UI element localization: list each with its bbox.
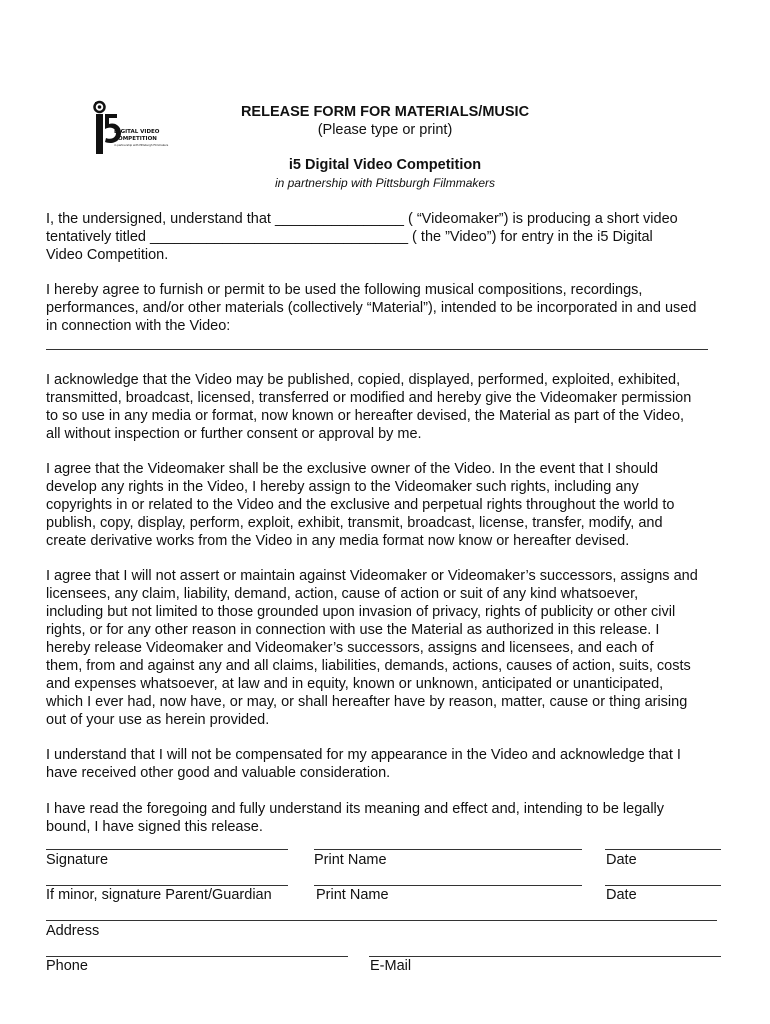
- partnership-line: in partnership with Pittsburgh Filmmakers: [274, 176, 496, 190]
- logo-line-1: DIGITAL VIDEO: [114, 129, 160, 135]
- paragraph-acknowledge: [46, 371, 736, 443]
- paragraph-line: tentatively titled ________________________________ ( the ”Video”) for entry in the i5 Digital: [46, 229, 653, 245]
- paragraph-line: I acknowledge that the Video may be published, copied, displayed, performed, exploited, exhibited,: [46, 372, 681, 388]
- paragraph-agreement: [46, 800, 736, 836]
- paragraph-ownership: [46, 460, 736, 550]
- paragraph-line: them, from and against any and all claims, liabilities, demands, actions, causes of action, suits, costs: [46, 658, 691, 674]
- guardian-signature-label: If minor, signature Parent/Guardian: [46, 887, 272, 903]
- paragraph-line: bound, I have signed this release.: [46, 819, 263, 835]
- print-name-label: Print Name: [314, 852, 387, 868]
- materials-entry-line[interactable]: [46, 349, 708, 350]
- paragraph-line: I, the undersigned, understand that ________________ ( “Videomaker”) is producing a short video: [46, 211, 678, 227]
- guardian-date-line[interactable]: [605, 885, 721, 886]
- paragraph-line: out of your use as herein provided.: [46, 712, 270, 728]
- paragraph-line: to so use in any media or format, now known or hereafter devised, the Material as part of the Video,: [46, 408, 685, 424]
- date-label: Date: [606, 852, 637, 868]
- guardian-print-name-label: Print Name: [316, 887, 389, 903]
- paragraph-line: I understand that I will not be compensated for my appearance in the Video and acknowledge that I: [46, 747, 681, 763]
- paragraph-line: which I ever had, now have, or may, or shall hereafter have by reason, matter, cause or thing arising: [46, 694, 688, 710]
- phone-label: Phone: [46, 958, 88, 974]
- paragraph-line: publish, copy, display, perform, exploit, exhibit, transmit, broadcast, license, transfer, modify, and: [46, 515, 663, 531]
- paragraph-line: in connection with the Video:: [46, 318, 231, 334]
- paragraph-line: performances, and/or other materials (collectively “Material”), intended to be incorporated in and used: [46, 300, 697, 316]
- email-line[interactable]: [369, 956, 721, 957]
- paragraph-line: hereby release Videomaker and Videomaker’s successors, assigns and licensees, and each of: [46, 640, 654, 656]
- form-instruction: (Please type or print): [317, 122, 453, 138]
- email-label: E-Mail: [370, 958, 412, 974]
- paragraph-line: I have read the foregoing and fully understand its meaning and effect and, intending to be legally: [46, 801, 665, 817]
- signature-line[interactable]: [46, 849, 288, 850]
- logo-line-2: COMPETITION: [114, 136, 157, 142]
- paragraph-line: rights, or for any other reason in connection with use the Material as authorized in this release. I: [46, 622, 660, 638]
- paragraph-release: [46, 567, 736, 729]
- paragraph-line: including but not limited to those grounded upon invasion of privacy, rights of publicity or other civil: [46, 604, 676, 620]
- paragraph-intro: [46, 210, 736, 264]
- paragraph-line: all without inspection or further consent or approval by me.: [46, 426, 422, 442]
- paragraph-line: and expenses whatsoever, at law and in equity, known or unknown, anticipated or unanticipated,: [46, 676, 664, 692]
- date-line[interactable]: [605, 849, 721, 850]
- paragraph-line: copyrights in or related to the Video and the exclusive and perpetual rights throughout the world to: [46, 497, 675, 513]
- competition-name: i5 Digital Video Competition: [288, 157, 482, 173]
- address-line[interactable]: [46, 920, 717, 921]
- paragraph-line: licensees, any claim, liability, demand, action, cause of action or suit of any kind whatsoever,: [46, 586, 639, 602]
- phone-line[interactable]: [46, 956, 348, 957]
- form-title: RELEASE FORM FOR MATERIALS/MUSIC: [240, 104, 530, 120]
- paragraph-line: have received other good and valuable consideration.: [46, 765, 391, 781]
- paragraph-line: Video Competition.: [46, 247, 169, 263]
- address-label: Address: [46, 923, 100, 939]
- guardian-date-label: Date: [606, 887, 637, 903]
- logo-tagline: in partnership with Pittsburgh Filmmakers: [114, 144, 169, 147]
- paragraph-line: create derivative works from the Video in any media format now know or hereafter devised.: [46, 533, 630, 549]
- paragraph-line: I agree that the Videomaker shall be the exclusive owner of the Video. In the event that I should: [46, 461, 659, 477]
- paragraph-line: I agree that I will not assert or maintain against Videomaker or Videomaker’s successors, assigns and: [46, 568, 698, 584]
- guardian-signature-line[interactable]: [46, 885, 288, 886]
- paragraph-line: develop any rights in the Video, I hereby assign to the Videomaker such rights, including any: [46, 479, 639, 495]
- paragraph-materials: [46, 281, 736, 335]
- signature-label: Signature: [46, 852, 109, 868]
- paragraph-line: I hereby agree to furnish or permit to be used the following musical compositions, recordings,: [46, 282, 643, 298]
- guardian-print-name-line[interactable]: [314, 885, 582, 886]
- paragraph-compensation: [46, 746, 736, 782]
- paragraph-line: transmitted, broadcast, licensed, transferred or modified and hereby give the Videomaker permission: [46, 390, 692, 406]
- print-name-line[interactable]: [314, 849, 582, 850]
